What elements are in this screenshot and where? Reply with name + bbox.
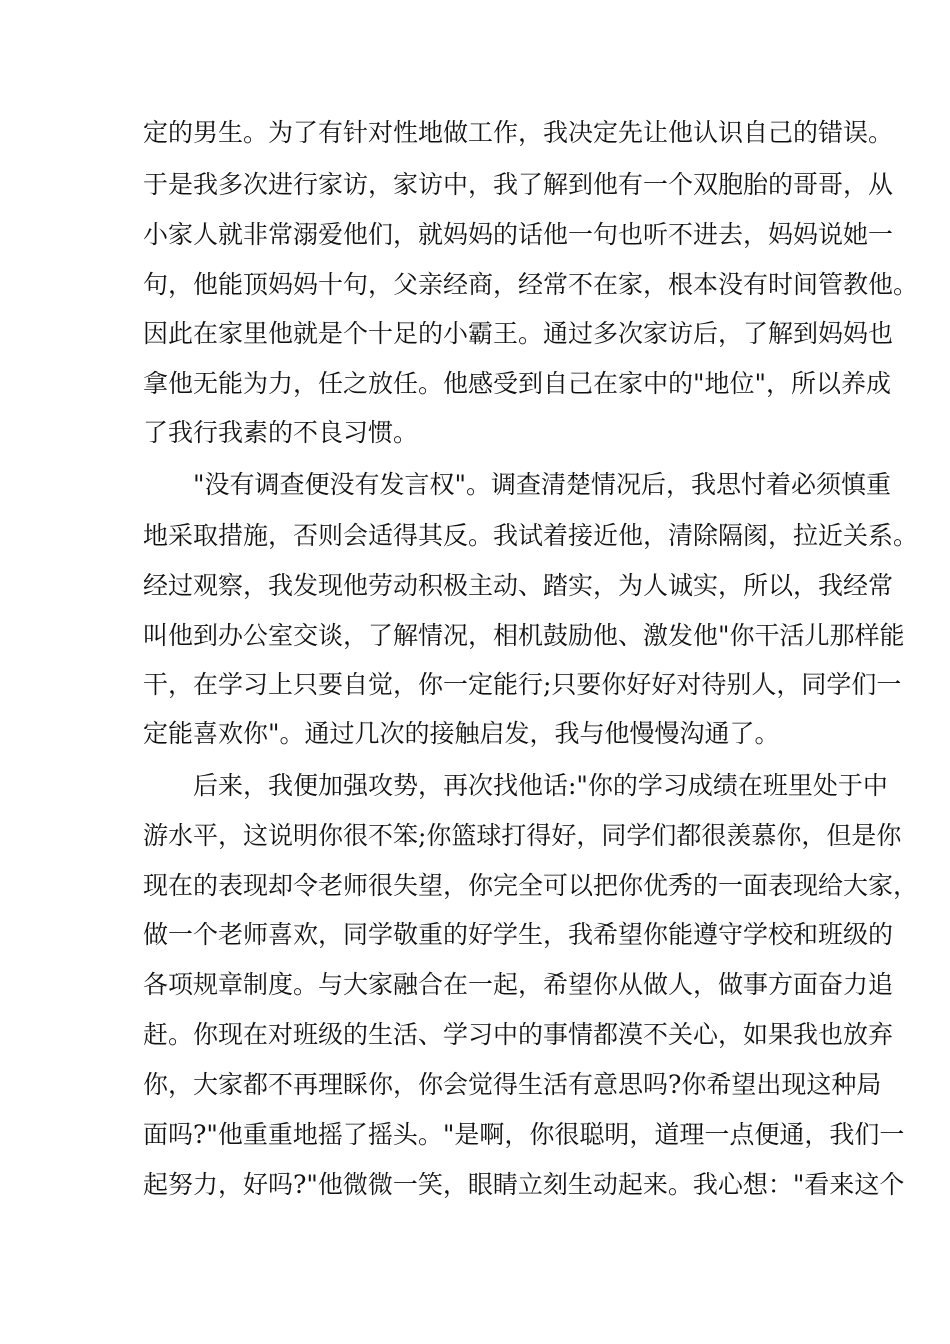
text-line: 现在的表现却令老师很失望，你完全可以把你优秀的一面表现给大家， <box>143 871 919 900</box>
text-line: 游水平，这说明你很不笨;你篮球打得好，同学们都很羡慕你，但是你 <box>143 821 902 850</box>
text-line: 面吗?"他重重地摇了摇头。"是啊，你很聪明，道理一点便通，我们一 <box>143 1120 905 1149</box>
text-line: 句，他能顶妈妈十句，父亲经商，经常不在家，根本没有时间管教他。 <box>143 270 919 299</box>
text-line: 拿他无能为力，任之放任。他感受到自己在家中的"地位"，所以养成 <box>143 369 892 398</box>
text-line: 定能喜欢你"。通过几次的接触启发，我与他慢慢沟通了。 <box>143 719 780 748</box>
text-line: 各项规章制度。与大家融合在一起，希望你从做人，做事方面奋力追 <box>143 970 894 999</box>
text-line: 你，大家都不再理睬你，你会觉得生活有意思吗?你希望出现这种局 <box>143 1070 882 1099</box>
text-line: 叫他到办公室交谈，了解情况，相机鼓励他、激发他"你干活儿那样能 <box>143 621 905 650</box>
paragraph-first-line: 后来，我便加强攻势，再次找他话:"你的学习成绩在班里处于中 <box>193 771 888 800</box>
text-line: 因此在家里他就是个十足的小霸王。通过多次家访后，了解到妈妈也 <box>143 319 894 348</box>
text-line: 起努力，好吗?"他微微一笑，眼睛立刻生动起来。我心想："看来这个 <box>143 1170 905 1199</box>
text-line: 经过观察，我发现他劳动积极主动、踏实，为人诚实，所以，我经常 <box>143 571 894 600</box>
text-line: 于是我多次进行家访，家访中，我了解到他有一个双胞胎的哥哥，从 <box>143 170 894 199</box>
text-line: 了我行我素的不良习惯。 <box>143 418 419 447</box>
paragraph-first-line: "没有调查便没有发言权"。调查清楚情况后，我思忖着必须慎重 <box>193 470 892 499</box>
text-line: 干，在学习上只要自觉，你一定能行;只要你好好对待别人，同学们一 <box>143 670 902 699</box>
text-line: 小家人就非常溺爱他们，就妈妈的话他一句也听不进去，妈妈说她一 <box>143 220 894 249</box>
text-line: 赶。你现在对班级的生活、学习中的事情都漠不关心，如果我也放弃 <box>143 1020 894 1049</box>
text-line: 地采取措施，否则会适得其反。我试着接近他，清除隔阂，拉近关系。 <box>143 521 919 550</box>
text-line: 定的男生。为了有针对性地做工作，我决定先让他认识自己的错误。 <box>143 118 894 147</box>
text-line: 做一个老师喜欢，同学敬重的好学生，我希望你能遵守学校和班级的 <box>143 920 894 949</box>
